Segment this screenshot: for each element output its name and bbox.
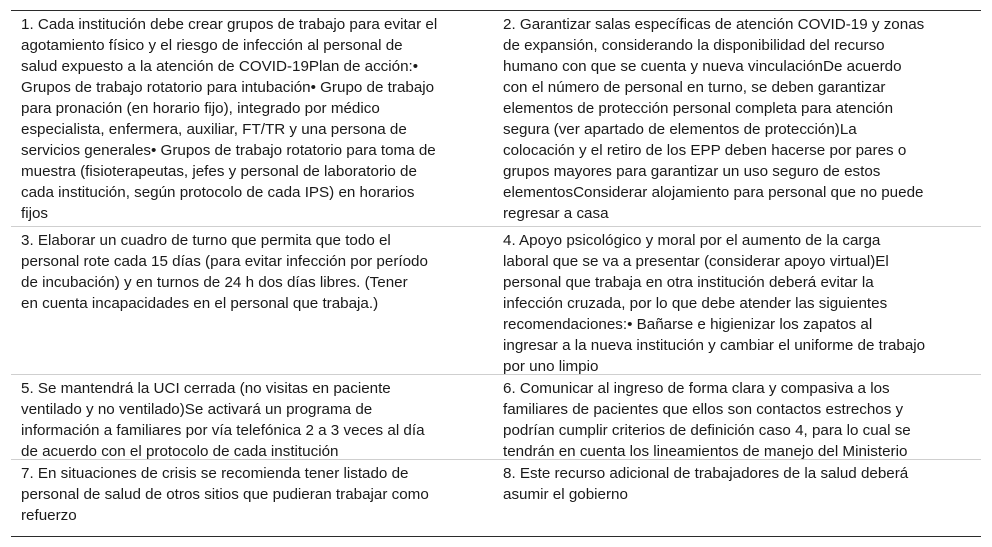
table-row — [11, 11, 981, 227]
table-row — [11, 460, 981, 536]
table-cell-item-4: 4. Apoyo psicológico y moral por el aumento de la carga laboral que se va a presentar (considerar apoyo virtual)El personal que trabaja en otra institución deberá evitar la infección cruzada, por lo que debe atender las siguientes recomendaciones:• Bañarse e higienizar los zapatos al ingresar a la nueva institución y cambiar el uniforme de trabajo por uno limpio — [503, 232, 926, 374]
table-cell-item-2: 2. Garantizar salas específicas de atención COVID-19 y zonas de expansión, considerando la disponibilidad del recurso humano con que se cuenta y nueva vinculaciónDe acuerdo con el número de personal en turno, se deben garantizar elementos de protección personal completa para atención segura (ver apartado de elementos de protección)La colocación y el retiro de los EPP deben hacerse por pares o grupos mayores para garantizar un uso seguro de estos elementosConsiderar alojamiento para personal que no puede regresar a casa — [503, 16, 925, 222]
table-cell-item-6: 6. Comunicar al ingreso de forma clara y compasiva a los familiares de pacientes que ellos son contactos estrechos y podrían cumplir criterios de definición caso 4, para lo cual se tendrán en cuenta los lineamientos de manejo del Ministerio — [503, 380, 911, 459]
recommendations-table — [11, 10, 981, 537]
table-cell-item-3: 3. Elaborar un cuadro de turno que permita que todo el personal rote cada 15 días (para evitar infección por período de incubación) y en turnos de 24 h dos días libres. (Tener en cuenta incapacidades en el personal que trabaja.) — [21, 232, 428, 312]
table-cell-item-8: 8. Este recurso adicional de trabajadores de la salud deberá asumir el gobierno — [503, 465, 909, 503]
table-cell-item-7: 7. En situaciones de crisis se recomienda tener listado de personal de salud de otros sitios que pudieran trabajar como refuerzo — [21, 465, 429, 524]
table-row — [11, 227, 981, 375]
table-cell-item-1: 1. Cada institución debe crear grupos de trabajo para evitar el agotamiento físico y el riesgo de infección al personal de salud expuesto a la atención de COVID-19Plan de acción:• Grupos de trabajo rotatorio para intubación• Grupo de trabajo para pronación (en horario fijo), integrado por médico especialista, enfermera, auxiliar, FT/TR y una persona de servicios generales• Grupos de trabajo rotatorio para toma de muestra (fisioterapeutas, jefes y personal de laboratorio de cada institución, según protocolo de cada IPS) en horarios fijos — [21, 16, 438, 222]
table-cell-item-5: 5. Se mantendrá la UCI cerrada (no visitas en paciente ventilado y no ventilado)Se activará un programa de información a familiares por vía telefónica 2 a 3 veces al día de acuerdo con el protocolo de cada institución — [21, 380, 425, 459]
table-row — [11, 375, 981, 460]
